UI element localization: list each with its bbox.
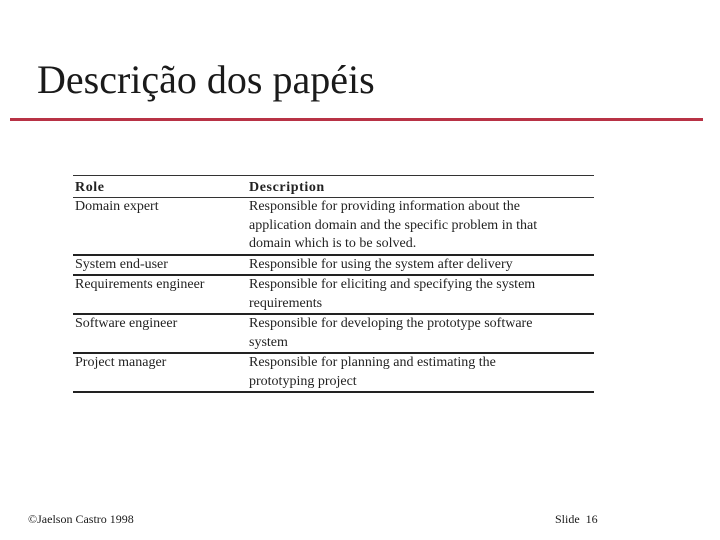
- description-line: application domain and the specific problem in that: [249, 217, 538, 233]
- table-row: [73, 198, 594, 254]
- table-header-row: [73, 178, 594, 197]
- table-bottom-rule: [73, 391, 594, 393]
- title-divider: [10, 118, 703, 121]
- table-top-rule: [73, 175, 594, 176]
- table-row: [73, 354, 594, 391]
- slide-title: Descrição dos papéis: [37, 57, 375, 102]
- description-cell: [249, 315, 594, 352]
- header-role: Role: [75, 180, 105, 195]
- description-line: Responsible for using the system after delivery: [249, 256, 513, 272]
- description-cell: [249, 198, 594, 254]
- role-cell: Project manager: [75, 355, 167, 370]
- description-cell: [249, 354, 594, 391]
- table-row: [73, 315, 594, 352]
- description-line: domain which is to be solved.: [249, 236, 417, 251]
- description-line: requirements: [249, 295, 323, 311]
- description-cell: [249, 256, 594, 275]
- description-line: Responsible for providing information about the: [249, 199, 521, 214]
- description-line: Responsible for planning and estimating the: [249, 355, 496, 370]
- role-cell: System end-user: [75, 256, 168, 272]
- description-line: prototyping project: [249, 373, 357, 389]
- table-row: [73, 276, 594, 313]
- roles-table: [73, 175, 594, 393]
- description-line: Responsible for eliciting and specifying the system: [249, 277, 536, 292]
- header-description: Description: [249, 180, 325, 195]
- role-cell: Domain expert: [75, 199, 159, 214]
- description-line: Responsible for developing the prototype software: [249, 316, 533, 331]
- slide-number: 16: [585, 512, 598, 526]
- slide-label: Slide: [555, 512, 580, 526]
- table-row: [73, 256, 594, 275]
- description-cell: [249, 276, 594, 313]
- footer-copyright: ©Jaelson Castro 1998: [28, 512, 134, 526]
- footer-slide-number: [555, 512, 598, 527]
- description-line: system: [249, 334, 288, 350]
- role-cell: Software engineer: [75, 316, 178, 331]
- role-cell: Requirements engineer: [75, 277, 205, 292]
